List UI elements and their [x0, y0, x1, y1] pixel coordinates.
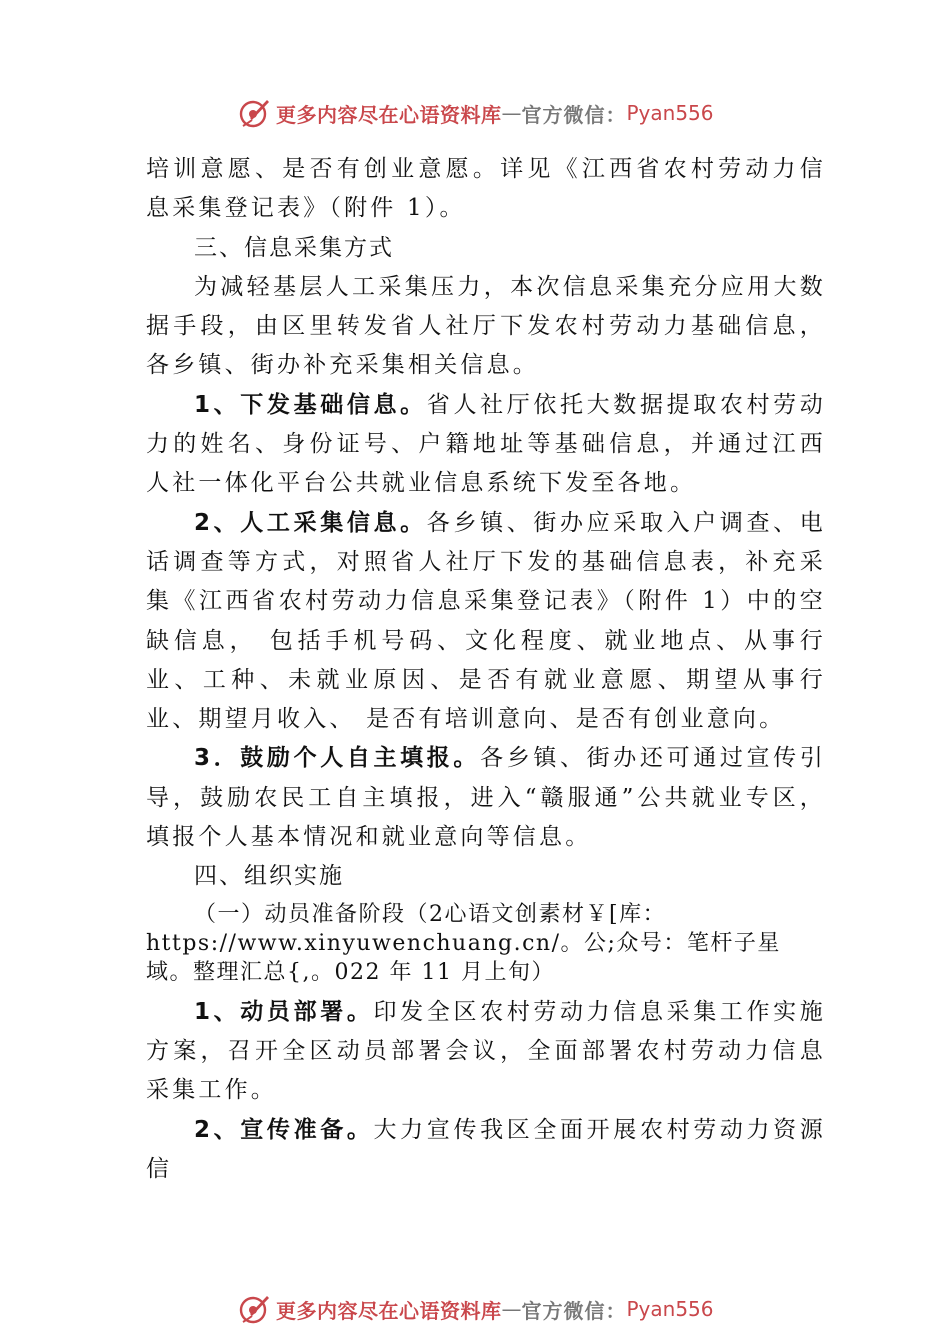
list-item-1-title: 1、下发基础信息。 [194, 391, 427, 418]
watermark-wechat-label: 官方微信： [521, 102, 627, 127]
list-item-4-text: 印发全区农村劳动力信息采集工作实施方案，召开全区动员部署会议，全面部署农村劳动力信息采集工作。 [146, 998, 827, 1104]
list-item-4-title: 1、动员部署。 [194, 998, 374, 1025]
list-item-1 [146, 386, 826, 504]
phase-1-heading: （一）动员准备阶段（2心语文创素材￥[库：https://www.xinyuwenchuang.cn/。公;众号：笔杆子星域。整理汇总{,。022 年 11 月上旬） [146, 901, 781, 985]
quill-pen-logo-icon [238, 1292, 272, 1326]
list-item-3-title: 3．鼓励个人自主填报。 [194, 745, 481, 772]
list-item-3-text: 各乡镇、街办还可通过宣传引导，鼓励农民工自主填报，进入“赣服通”公共就业专区，填报个人基本情况和就业意向等信息。 [146, 745, 826, 851]
watermark-wechat-label: 官方微信： [521, 1298, 627, 1323]
list-item-2-title: 2、人工采集信息。 [194, 509, 427, 536]
list-item-5-text: 大力宣传我区全面开展农村劳动力资源信 [146, 1116, 827, 1182]
watermark-wechat-id: Pyan556 [626, 101, 714, 125]
list-item-1-text: 省人社厅依托大数据提取农村劳动力的姓名、身份证号、户籍地址等基础信息，并通过江西人社一体化平台公共就业信息系统下发至各地。 [146, 391, 826, 497]
watermark-dash: — [501, 101, 522, 125]
watermark-site-text: 更多内容尽在心语资料库 [276, 102, 502, 127]
quill-pen-logo-icon [238, 96, 272, 130]
document-body [146, 150, 826, 1189]
watermark-banner-top [238, 96, 738, 130]
list-item-3 [146, 739, 826, 857]
list-item-5-title: 2、宣传准备。 [194, 1116, 374, 1143]
list-item-4 [146, 993, 826, 1111]
watermark-dash: — [501, 1297, 522, 1321]
watermark-wechat-id: Pyan556 [626, 1297, 714, 1321]
list-item-2 [146, 504, 826, 740]
paragraph-collection-method: 为减轻基层人工采集压力，本次信息采集充分应用大数据手段，由区里转发省人社厅下发农村劳动力基础信息，各乡镇、街办补充采集相关信息。 [146, 273, 826, 379]
section-heading-4: 四、组织实施 [194, 863, 344, 890]
paragraph-continuation: 培训意愿、是否有创业意愿。详见《江西省农村劳动力信息采集登记表》（附件 1）。 [146, 156, 826, 222]
list-item-2-text: 各乡镇、街办应采取入户调查、电话调查等方式，对照省人社厅下发的基础信息表，补充采集《江西省农村劳动力信息采集登记表》（附件 1）中的空缺信息， 包括手机号码、文化程度、就业地点、从事行业、工种、未就业原因、是否有就业意愿、期望从事行业、期望月收入、 是否有培训意向、是否有创业意向。 [146, 509, 826, 733]
section-heading-3: 三、信息采集方式 [194, 234, 394, 261]
list-item-5 [146, 1111, 826, 1190]
watermark-banner-bottom [238, 1292, 738, 1326]
watermark-site-text: 更多内容尽在心语资料库 [276, 1298, 502, 1323]
